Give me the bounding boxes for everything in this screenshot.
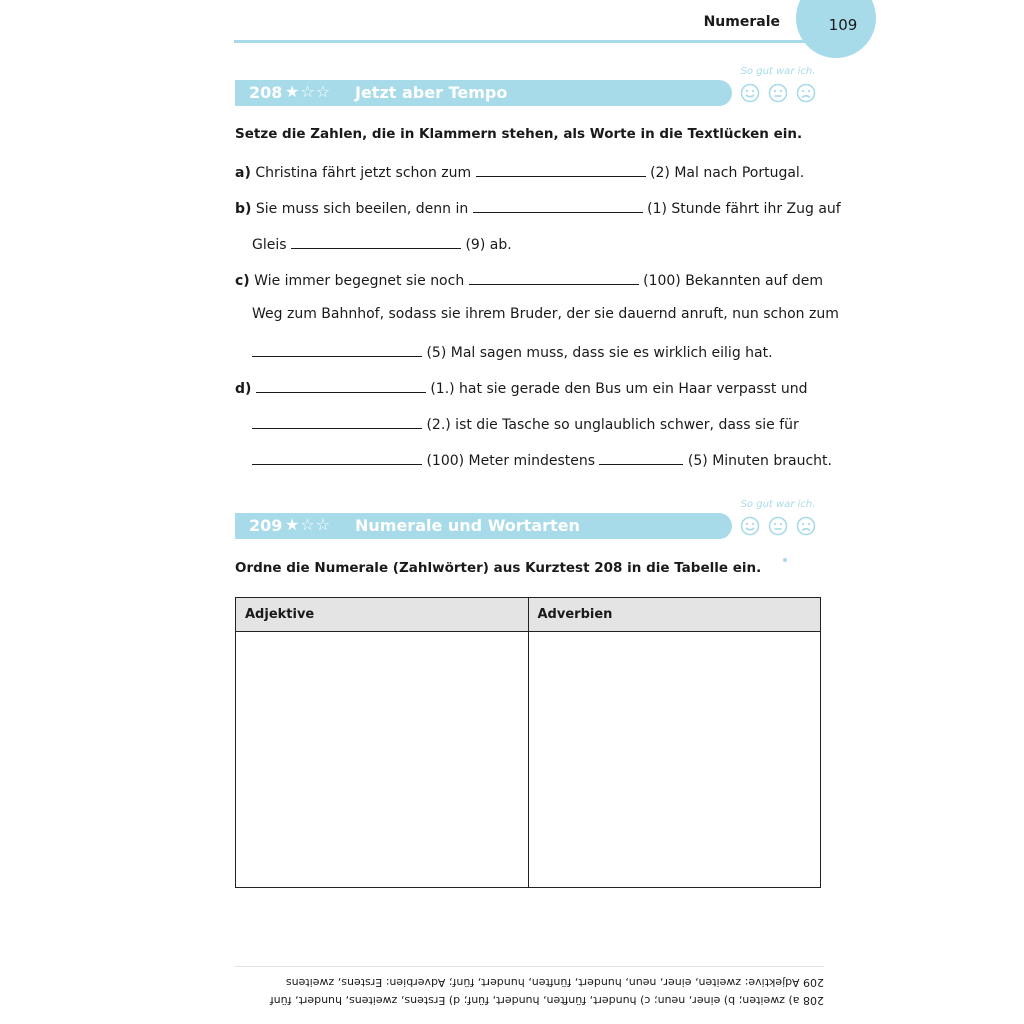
exercise-d: d) (1.) hat sie gerade den Bus um ein Haar verpasst und — [235, 378, 808, 397]
exercise-c-line2: Weg zum Bahnhof, sodass sie ihrem Bruder, der sie dauernd anruft, nun schon zum — [252, 306, 839, 322]
section-208-instruction: Setze die Zahlen, die in Klammern stehen, als Worte in die Textlücken ein. — [235, 126, 803, 142]
section-number: 208 — [249, 83, 283, 102]
rating-label: So gut war ich. — [740, 66, 816, 77]
section-208-header — [235, 80, 732, 106]
sad-face-icon[interactable] — [796, 516, 816, 536]
answer-key-209: 209 Adjektive: zweiten, einer, neun, hundert, fünften, hundert, fünf; Adverbien: Erstens, zweitens — [285, 976, 824, 989]
answer-key-208: 208 a) zweiten; b) einer, neun; c) hundert, fünften, hundert, fünf; d) Erstens, zweitens, hundert, fünf — [269, 994, 824, 1007]
happy-face-icon[interactable] — [740, 83, 760, 103]
neutral-face-icon[interactable] — [768, 83, 788, 103]
answer-blank[interactable] — [473, 198, 643, 213]
happy-face-icon[interactable] — [740, 516, 760, 536]
table-header-adjektive: Adjektive — [236, 598, 529, 632]
exercise-a: a) Christina fährt jetzt schon zum (2) Mal nach Portugal. — [235, 162, 804, 181]
answer-blank[interactable] — [256, 378, 426, 393]
exercise-c: c) Wie immer begegnet sie noch (100) Bekannten auf dem — [235, 270, 823, 289]
footer-rule — [234, 966, 824, 967]
chapter-title: Numerale — [703, 14, 780, 30]
section-title: Numerale und Wortarten — [355, 516, 580, 535]
word-type-table — [235, 597, 821, 888]
answer-blank[interactable] — [469, 270, 639, 285]
exercise-d-line3: (100) Meter mindestens (5) Minuten braucht. — [252, 450, 832, 469]
neutral-face-icon[interactable] — [768, 516, 788, 536]
section-209-header — [235, 513, 732, 539]
difficulty-stars: ★☆☆ — [285, 82, 332, 101]
answer-blank[interactable] — [476, 162, 646, 177]
answer-blank[interactable] — [599, 450, 683, 465]
self-rating — [740, 83, 816, 103]
answer-blank[interactable] — [252, 414, 422, 429]
adjektive-cell[interactable] — [236, 632, 529, 888]
sad-face-icon[interactable] — [796, 83, 816, 103]
exercise-b: b) Sie muss sich beeilen, denn in (1) Stunde fährt ihr Zug auf — [235, 198, 841, 217]
self-rating — [740, 516, 816, 536]
exercise-d-line2: (2.) ist die Tasche so unglaublich schwer, dass sie für — [252, 414, 799, 433]
section-209-instruction: Ordne die Numerale (Zahlwörter) aus Kurztest 208 in die Tabelle ein. — [235, 560, 762, 576]
rating-label: So gut war ich. — [740, 499, 816, 510]
decorative-dot — [783, 558, 787, 562]
answer-blank[interactable] — [252, 342, 422, 357]
answer-blank[interactable] — [291, 234, 461, 249]
page-number: 109 — [828, 16, 858, 34]
exercise-b-line2: Gleis (9) ab. — [252, 234, 512, 253]
exercise-c-line3: (5) Mal sagen muss, dass sie es wirklich eilig hat. — [252, 342, 773, 361]
answer-blank[interactable] — [252, 450, 422, 465]
section-number: 209 — [249, 516, 283, 535]
adverbien-cell[interactable] — [528, 632, 821, 888]
difficulty-stars: ★☆☆ — [285, 515, 332, 534]
table-header-adverbien: Adverbien — [528, 598, 821, 632]
section-title: Jetzt aber Tempo — [355, 83, 508, 102]
header-rule — [234, 40, 814, 43]
